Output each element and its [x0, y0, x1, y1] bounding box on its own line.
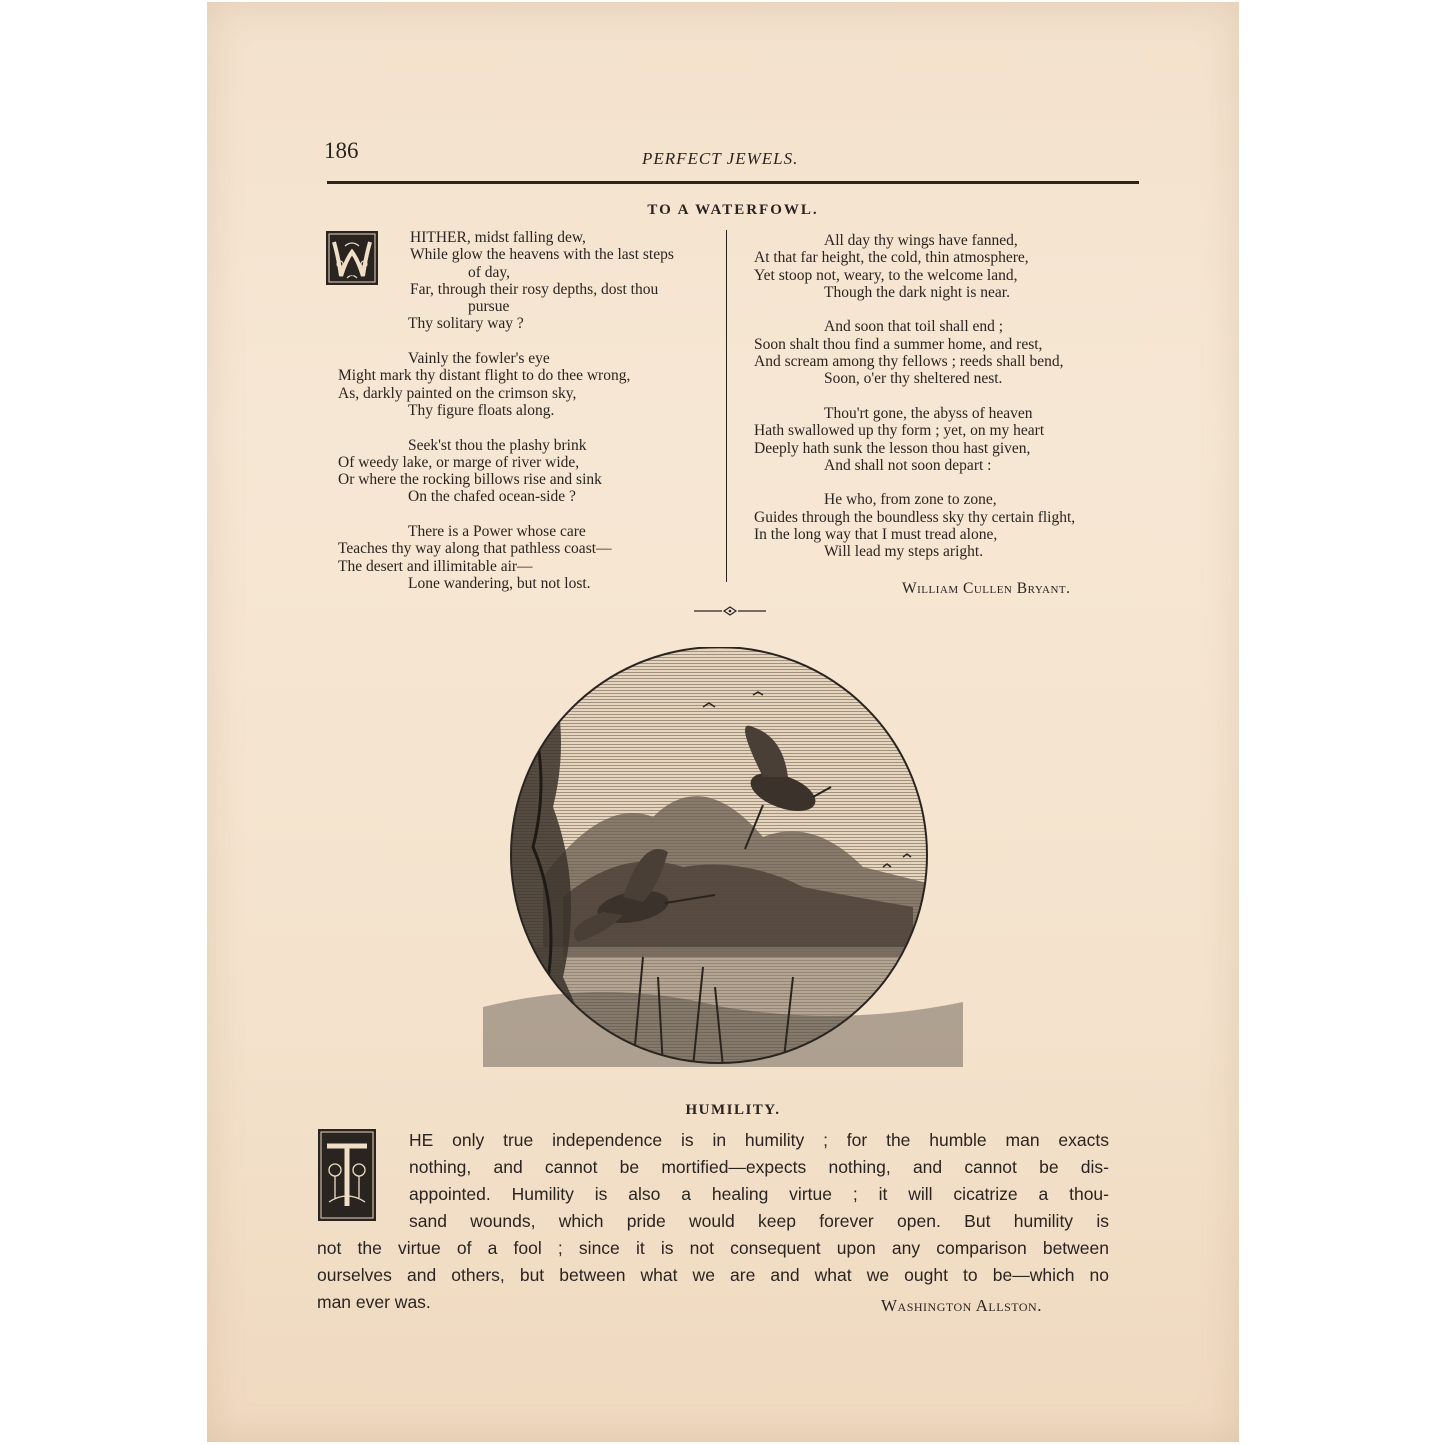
- poem-line: Of weedy lake, or marge of river wide,: [338, 453, 580, 471]
- poem-line: On the chafed ocean-side ?: [408, 488, 576, 506]
- poem-line: Lone wandering, but not lost.: [408, 574, 591, 592]
- column-divider: [726, 230, 727, 582]
- running-title: PERFECT JEWELS.: [642, 149, 799, 168]
- poem-line: All day thy wings have fanned,: [824, 232, 1018, 249]
- stanza-8: [754, 491, 1154, 560]
- poem-line: pursue: [468, 298, 510, 316]
- poem-line: Thou'rt gone, the abyss of heaven: [824, 404, 1033, 422]
- stanza-6: [754, 318, 1154, 387]
- poem-line: While glow the heavens with the last steps: [410, 246, 674, 264]
- drop-cap-letter: T: [345, 1212, 349, 1218]
- poem-left-column: [338, 229, 738, 610]
- poem-line: Thy solitary way ?: [408, 315, 524, 333]
- poem-line: At that far height, the cold, thin atmosphere,: [754, 249, 1029, 267]
- poem-title: TO A WATERFOWL.: [647, 202, 819, 218]
- poem-right-column: [754, 232, 1154, 578]
- essay-line: sand wounds, which pride would keep forever open. But humility is: [409, 1211, 1109, 1231]
- drop-cap-letter: W: [349, 274, 355, 280]
- stanza-1: [338, 229, 738, 333]
- poem-line: of day,: [468, 263, 511, 281]
- essay-line: nothing, and cannot be mortified—expects nothing, and cannot be dis-: [409, 1157, 1109, 1177]
- poem-line: Hath swallowed up thy form ; yet, on my heart: [754, 422, 1045, 440]
- essay-body: [317, 1127, 1109, 1316]
- poem-line: HITHER, midst falling dew,: [410, 229, 586, 246]
- poem-line: Guides through the boundless sky thy certain flight,: [754, 508, 1076, 526]
- poem-line: Though the dark night is near.: [824, 283, 1010, 301]
- poem-line: And shall not soon depart :: [824, 456, 992, 474]
- stanza-2: [338, 350, 738, 419]
- poem-line: He who, from zone to zone,: [824, 491, 997, 509]
- essay-author: Washington Allston.: [881, 1296, 1042, 1315]
- woodcock-engraving: [483, 647, 963, 1067]
- poem-line: And soon that toil shall end ;: [824, 318, 1004, 336]
- poem-line: Or where the rocking billows rise and sink: [338, 471, 602, 489]
- essay-line: ourselves and others, but between what we are and what we ought to be—which no: [317, 1265, 1109, 1285]
- stanza-4: [338, 523, 738, 592]
- poem-line: Vainly the fowler's eye: [408, 350, 550, 368]
- stanza-5: [754, 232, 1154, 301]
- poem-line: There is a Power whose care: [408, 523, 586, 541]
- essay-title: HUMILITY.: [685, 1102, 781, 1118]
- poem-line: Thy figure floats along.: [408, 401, 555, 419]
- poem-line: The desert and illimitable air—: [338, 557, 533, 575]
- poem-line: Will lead my steps aright.: [824, 543, 984, 561]
- essay-line: HE only true independence is in humility ; for the humble man exacts: [409, 1130, 1109, 1150]
- header-rule: [327, 181, 1139, 184]
- poem-line: Teaches thy way along that pathless coast—: [338, 540, 612, 558]
- poem-line: Seek'st thou the plashy brink: [408, 436, 587, 454]
- stanza-3: [338, 437, 738, 506]
- book-page: [207, 2, 1239, 1442]
- poem-line: Far, through their rosy depths, dost thou: [410, 280, 659, 298]
- poem-line: Might mark thy distant flight to do thee wrong,: [338, 367, 631, 385]
- ornament-divider-icon: [694, 605, 766, 617]
- essay-line: man ever was.: [317, 1292, 431, 1312]
- poem-line: Yet stoop not, weary, to the welcome land,: [754, 266, 1018, 284]
- essay-line: not the virtue of a fool ; since it is not consequent upon any comparison between: [317, 1238, 1109, 1258]
- page-number: 186: [324, 138, 359, 163]
- poem-line: Soon, o'er thy sheltered nest.: [824, 370, 1003, 388]
- poem-line: Soon shalt thou find a summer home, and rest,: [754, 335, 1043, 353]
- poem-line: As, darkly painted on the crimson sky,: [338, 384, 577, 402]
- stanza-7: [754, 405, 1154, 474]
- poem-line: And scream among thy fellows ; reeds shall bend,: [754, 353, 1064, 371]
- poem-line: In the long way that I must tread alone,: [754, 526, 998, 544]
- poem-author: William Cullen Bryant.: [902, 580, 1071, 597]
- poem-line: Deeply hath sunk the lesson thou hast given,: [754, 439, 1031, 457]
- essay-line: appointed. Humility is also a healing virtue ; it will cicatrize a thou-: [409, 1184, 1109, 1204]
